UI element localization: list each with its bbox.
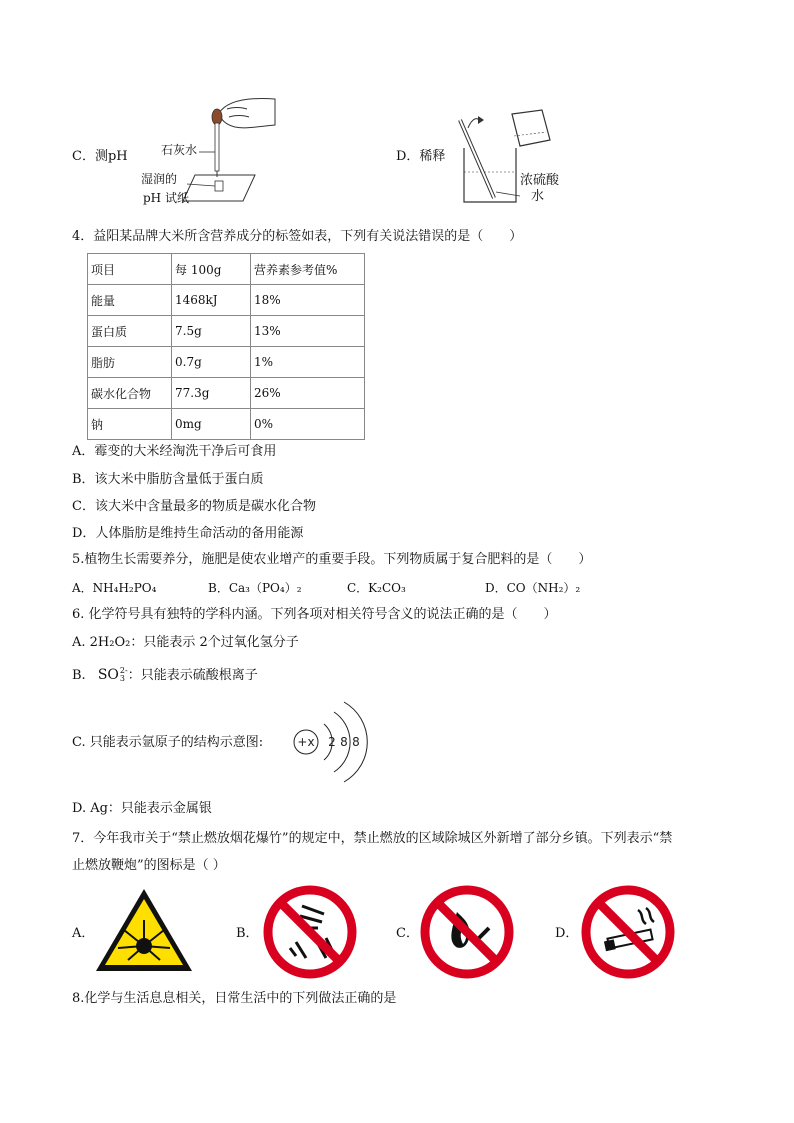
table-row [88, 285, 365, 316]
table-cell: 蛋白质 [88, 316, 172, 347]
q8-stem: 8.化学与生活息息相关，日常生活中的下列做法正确的是 [72, 991, 397, 1006]
limewater-label: 石灰水 [161, 143, 198, 157]
q7-label-a: A． [72, 926, 95, 941]
symbol-superscript: 2- [119, 666, 128, 675]
q6-stem: 6. 化学符号具有独特的学科内涵。下列各项对相关符号含义的说法正确的是（ ） [72, 607, 557, 622]
q6-option-c: C. 只能表示氩原子的结构示意图: [72, 735, 264, 750]
table-cell: 脂肪 [88, 347, 172, 378]
table-cell: 0.7g [172, 347, 251, 378]
nucleus-label: +x [297, 735, 315, 749]
table-cell: 0% [251, 409, 365, 440]
no-open-flame-icon [419, 884, 515, 980]
q5-option-d: D．CO（NH₂）₂ [485, 581, 581, 595]
symbol-subscript: 3 [119, 674, 125, 683]
table-header-row [88, 254, 365, 285]
table-cell: 钠 [88, 409, 172, 440]
table-cell: 1468kJ [172, 285, 251, 316]
q4-option-b: B．该大米中脂肪含量低于蛋白质 [72, 472, 264, 487]
q7-stem-line2: 止燃放鞭炮”的图标是（ ） [72, 858, 226, 873]
table-cell: 7.5g [172, 316, 251, 347]
q6-option-b-prefix: B. [72, 668, 86, 683]
explosive-warning-icon [94, 886, 194, 974]
q4-option-c: C．该大米中含量最多的物质是碳水化合物 [72, 499, 316, 514]
q3-option-d: D．稀释 [396, 149, 446, 164]
table-row [88, 409, 365, 440]
shell-electron-count: 2 [328, 735, 336, 749]
q7-label-c: C． [396, 926, 419, 941]
q5-option-b: B．Ca₃（PO₄）₂ [208, 581, 302, 595]
atom-structure-diagram [288, 692, 368, 792]
q4-option-d: D．人体脂肪是维持生命活动的备用能源 [72, 526, 304, 541]
q7-label-b: B． [236, 926, 259, 941]
q4-option-a: A．霉变的大米经淘洗干净后可食用 [72, 444, 277, 459]
table-cell: 能量 [88, 285, 172, 316]
symbol-base: SO [97, 667, 119, 683]
q7-stem-line1: 7．今年我市关于“禁止燃放烟花爆竹”的规定中，禁止燃放的区域除城区外新增了部分乡镇。下列表示“禁 [72, 831, 673, 846]
table-cell: 26% [251, 378, 365, 409]
no-firecrackers-icon [262, 884, 358, 980]
ph-paper-label: pH 试纸 [143, 191, 189, 205]
shell-electron-count: 8 [340, 735, 348, 749]
table-row [88, 316, 365, 347]
wet-label: 湿润的 [141, 172, 178, 186]
table-cell: 0mg [172, 409, 251, 440]
acid-label: 浓硫酸 [520, 173, 560, 188]
table-cell: 1% [251, 347, 365, 378]
q3-option-c: C．测pH [72, 149, 128, 164]
table-cell: 18% [251, 285, 365, 316]
table-row [88, 347, 365, 378]
q4-stem: 4．益阳某品牌大米所含营养成分的标签如表，下列有关说法错误的是（ ） [72, 229, 523, 244]
water-label: 水 [531, 189, 545, 204]
q5-stem: 5.植物生长需要养分，施肥是使农业增产的重要手段。下列物质属于复合肥料的是（ ） [72, 552, 592, 567]
table-row [88, 378, 365, 409]
q5-option-a: A．NH₄H₂PO₄ [72, 581, 157, 595]
table-header: 项目 [88, 254, 172, 285]
q6-option-a: A. 2H₂O₂：只能表示 2个过氧化氢分子 [72, 635, 299, 650]
sulfite-symbol [98, 667, 128, 683]
no-smoking-icon [580, 884, 676, 980]
q7-label-d: D． [555, 926, 579, 941]
table-cell: 77.3g [172, 378, 251, 409]
q5-option-c: C．K₂CO₃ [347, 581, 406, 595]
table-cell: 碳水化合物 [88, 378, 172, 409]
q6-option-b [72, 667, 258, 684]
q6-option-b-text: ：只能表示硫酸根离子 [127, 668, 258, 683]
symbol-scripts [120, 667, 128, 683]
table-header: 营养素参考值% [251, 254, 365, 285]
table-header: 每 100g [172, 254, 251, 285]
q6-option-d: D. Ag：只能表示金属银 [72, 801, 212, 816]
dilution-figure [450, 106, 570, 206]
table-cell: 13% [251, 316, 365, 347]
nutrition-table [87, 253, 365, 440]
shell-electron-count: 8 [352, 735, 360, 749]
